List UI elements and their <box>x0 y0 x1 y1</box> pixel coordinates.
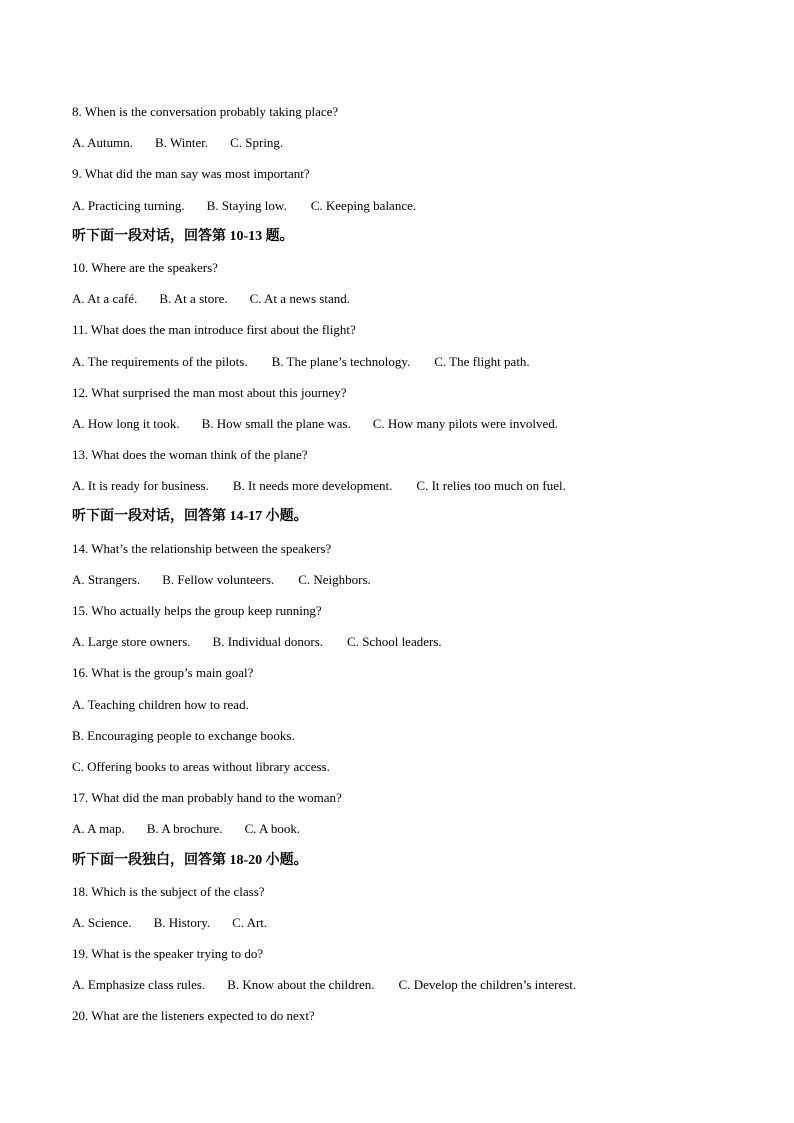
option-a: A. A map. <box>72 821 125 837</box>
option-c: C. Keeping balance. <box>310 197 417 213</box>
question-9: 9. What did the man say was most important? <box>72 166 310 182</box>
option-b: B. Winter. <box>155 135 209 151</box>
options-13 <box>72 476 722 507</box>
option-a: A. Autumn. <box>72 135 134 151</box>
options-19 <box>72 975 722 1006</box>
option-c: C. Neighbors. <box>298 571 371 587</box>
options-17 <box>72 819 722 850</box>
option-b: B. History. <box>153 914 211 930</box>
option-a: A. Strangers. <box>72 571 141 587</box>
question-14: 14. What’s the relationship between the speakers? <box>72 540 332 556</box>
option-a: A. Practicing turning. <box>72 197 185 213</box>
option-b: B. A brochure. <box>146 821 223 837</box>
option-b: B. Individual donors. <box>212 634 324 650</box>
question-18: 18. Which is the subject of the class? <box>72 883 265 899</box>
section-heading-14-17: 听下面一段对话，回答第 14-17 小题。 <box>72 509 308 525</box>
option-a: A. It is ready for business. <box>72 478 209 494</box>
options-12 <box>72 414 722 445</box>
question-11: 11. What does the man introduce first about the flight? <box>72 322 356 338</box>
option-c: C. School leaders. <box>347 634 442 650</box>
option-c: C. It relies too much on fuel. <box>416 478 566 494</box>
option-16-c: C. Offering books to areas without library access. <box>72 758 330 774</box>
option-b: B. Fellow volunteers. <box>162 571 275 587</box>
option-b: B. At a store. <box>159 291 228 307</box>
option-c: C. A book. <box>244 821 301 837</box>
option-b: B. Staying low. <box>206 197 287 213</box>
option-b: B. The plane’s technology. <box>271 353 411 369</box>
options-10 <box>72 289 722 320</box>
option-a: A. How long it took. <box>72 415 180 431</box>
options-8 <box>72 133 722 164</box>
option-a: A. Science. <box>72 914 132 930</box>
option-b: B. It needs more development. <box>232 478 393 494</box>
section-heading-10-13: 听下面一段对话，回答第 10-13 题。 <box>72 228 294 244</box>
question-10: 10. Where are the speakers? <box>72 259 218 275</box>
section-heading-18-20: 听下面一段独白，回答第 18-20 小题。 <box>72 852 308 868</box>
question-16: 16. What is the group’s main goal? <box>72 665 254 681</box>
exam-page <box>72 102 722 1038</box>
option-b: B. How small the plane was. <box>201 415 351 431</box>
question-20: 20. What are the listeners expected to do next? <box>72 1008 315 1024</box>
option-c: C. Spring. <box>230 135 284 151</box>
options-15 <box>72 632 722 663</box>
option-c: C. The flight path. <box>434 353 530 369</box>
option-b: B. Know about the children. <box>227 977 375 993</box>
question-19: 19. What is the speaker trying to do? <box>72 946 264 962</box>
option-16-a: A. Teaching children how to read. <box>72 696 249 712</box>
option-a: A. Emphasize class rules. <box>72 977 206 993</box>
option-a: A. The requirements of the pilots. <box>72 353 248 369</box>
question-8: 8. When is the conversation probably taking place? <box>72 104 339 119</box>
option-a: A. Large store owners. <box>72 634 191 650</box>
option-a: A. At a café. <box>72 291 138 307</box>
option-16-b: B. Encouraging people to exchange books. <box>72 727 295 743</box>
options-18 <box>72 913 722 944</box>
option-c: C. Develop the children’s interest. <box>398 977 577 993</box>
options-14 <box>72 570 722 601</box>
options-9 <box>72 196 722 227</box>
option-c: C. Art. <box>232 914 268 930</box>
question-17: 17. What did the man probably hand to the woman? <box>72 790 342 806</box>
option-c: C. At a news stand. <box>249 291 350 307</box>
options-11 <box>72 352 722 383</box>
option-c: C. How many pilots were involved. <box>372 415 558 431</box>
question-15: 15. Who actually helps the group keep running? <box>72 603 322 618</box>
question-13: 13. What does the woman think of the plane? <box>72 447 308 463</box>
question-12: 12. What surprised the man most about this journey? <box>72 384 347 400</box>
